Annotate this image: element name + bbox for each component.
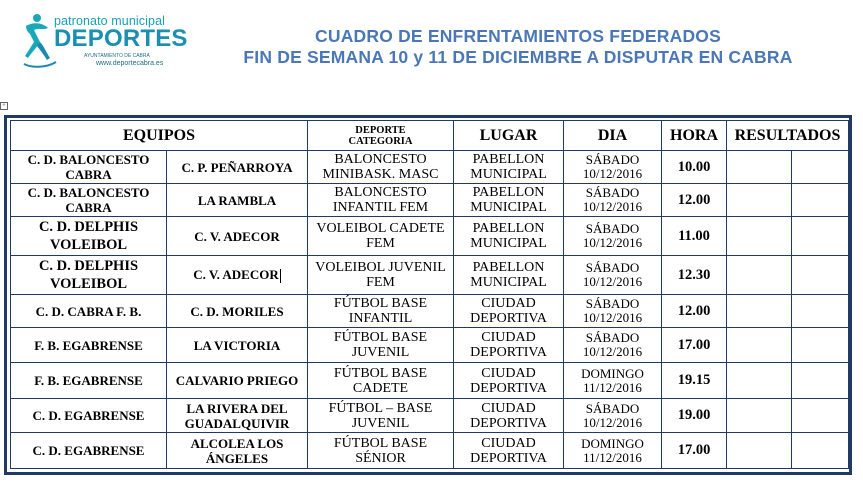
title-line-2: FIN DE SEMANA 10 y 11 DE DICIEMBRE A DISPUTAR EN CABRA — [243, 47, 793, 67]
match-day: SÁBADO 10/12/2016 — [564, 256, 662, 295]
match-hour: 19.00 — [662, 399, 727, 433]
venue: CIUDAD DEPORTIVA — [454, 433, 564, 469]
away-team: ALCOLEA LOS ÁNGELES — [167, 433, 308, 469]
match-hour: 19.15 — [662, 363, 727, 399]
table-row — [11, 399, 849, 433]
schedule-table — [10, 120, 849, 469]
patronato-logo — [22, 12, 188, 72]
match-day: SÁBADO 10/12/2016 — [564, 328, 662, 363]
header-categoria: CATEGORIA — [348, 135, 413, 147]
home-team: F. B. EGABRENSE — [11, 328, 167, 363]
table-row — [11, 217, 849, 256]
match-day: DOMINGO 11/12/2016 — [564, 363, 662, 399]
match-hour: 10.00 — [662, 151, 727, 184]
venue: PABELLON MUNICIPAL — [454, 256, 564, 295]
match-hour: 17.00 — [662, 433, 727, 469]
sport-category: FÚTBOL BASE JUVENIL — [308, 328, 454, 363]
sport-category: FÚTBOL BASE CADETE — [308, 363, 454, 399]
home-team: C. D. BALONCESTO CABRA — [11, 184, 167, 217]
result-home-cell[interactable] — [727, 151, 792, 184]
away-team — [167, 256, 308, 295]
table-row — [11, 151, 849, 184]
sport-category: VOLEIBOL JUVENIL FEM — [308, 256, 454, 295]
table-anchor-handle[interactable]: + — [0, 102, 8, 110]
venue: CIUDAD DEPORTIVA — [454, 295, 564, 328]
sport-category: BALONCESTO MINIBASK. MASC — [308, 151, 454, 184]
sport-category: FÚTBOL BASE INFANTIL — [308, 295, 454, 328]
match-hour: 11.00 — [662, 217, 727, 256]
header-lugar: LUGAR — [454, 121, 564, 151]
home-team: C. D. BALONCESTO CABRA — [11, 151, 167, 184]
match-hour: 12.00 — [662, 184, 727, 217]
home-team: C. D. DELPHIS VOLEIBOL — [11, 256, 167, 295]
away-team: LA RAMBLA — [167, 184, 308, 217]
home-team: C. D. CABRA F. B. — [11, 295, 167, 328]
logo-line-3: AYUNTAMIENTO DE CABRA — [84, 53, 150, 59]
header-dia: DIA — [564, 121, 662, 151]
logo-line-2: DEPORTES — [54, 25, 188, 52]
sport-category: VOLEIBOL CADETE FEM — [308, 217, 454, 256]
match-hour: 12.00 — [662, 295, 727, 328]
header-row — [11, 121, 849, 151]
venue: PABELLON MUNICIPAL — [454, 217, 564, 256]
match-hour: 12.30 — [662, 256, 727, 295]
result-home-cell[interactable] — [727, 328, 792, 363]
match-hour: 17.00 — [662, 328, 727, 363]
result-home-cell[interactable] — [727, 256, 792, 295]
away-team: CALVARIO PRIEGO — [167, 363, 308, 399]
venue: CIUDAD DEPORTIVA — [454, 363, 564, 399]
table-row — [11, 184, 849, 217]
venue: CIUDAD DEPORTIVA — [454, 399, 564, 433]
sport-category: FÚTBOL – BASE JUVENIL — [308, 399, 454, 433]
result-home-cell[interactable] — [727, 184, 792, 217]
result-home-cell[interactable] — [727, 295, 792, 328]
result-away-cell[interactable] — [792, 433, 849, 469]
match-day: SÁBADO 10/12/2016 — [564, 217, 662, 256]
text-cursor — [280, 269, 281, 283]
table-row — [11, 256, 849, 295]
result-away-cell[interactable] — [792, 184, 849, 217]
home-team: C. D. EGABRENSE — [11, 433, 167, 469]
away-team: LA VICTORIA — [167, 328, 308, 363]
result-away-cell[interactable] — [792, 256, 849, 295]
match-day: SÁBADO 10/12/2016 — [564, 184, 662, 217]
away-team: LA RIVERA DEL GUADALQUIVIR — [167, 399, 308, 433]
table-row — [11, 363, 849, 399]
result-home-cell[interactable] — [727, 217, 792, 256]
table-row — [11, 328, 849, 363]
away-team: C. P. PEÑARROYA — [167, 151, 308, 184]
table-row — [11, 433, 849, 469]
logo-line-4: www.deportecabra.es — [96, 60, 164, 67]
result-away-cell[interactable] — [792, 363, 849, 399]
away-team-text: C. V. ADECOR — [193, 266, 279, 282]
header-deporte-categoria — [308, 121, 454, 151]
home-team: C. D. EGABRENSE — [11, 399, 167, 433]
result-away-cell[interactable] — [792, 295, 849, 328]
venue: PABELLON MUNICIPAL — [454, 151, 564, 184]
result-home-cell[interactable] — [727, 363, 792, 399]
page-title — [178, 26, 858, 68]
match-day: SÁBADO 10/12/2016 — [564, 399, 662, 433]
header-hora: HORA — [662, 121, 727, 151]
match-day: SÁBADO 10/12/2016 — [564, 151, 662, 184]
runner-icon — [22, 12, 58, 70]
away-team: C. V. ADECOR — [167, 217, 308, 256]
result-away-cell[interactable] — [792, 151, 849, 184]
sport-category: FÚTBOL BASE SÉNIOR — [308, 433, 454, 469]
result-away-cell[interactable] — [792, 328, 849, 363]
home-team: C. D. DELPHIS VOLEIBOL — [11, 217, 167, 256]
result-home-cell[interactable] — [727, 399, 792, 433]
match-day: SÁBADO 10/12/2016 — [564, 295, 662, 328]
header-deporte: DEPORTE — [355, 124, 406, 136]
result-away-cell[interactable] — [792, 217, 849, 256]
table-row — [11, 295, 849, 328]
logo-line-1: patronato municipal — [54, 14, 165, 28]
result-away-cell[interactable] — [792, 399, 849, 433]
header-equipos: EQUIPOS — [11, 121, 308, 151]
venue: CIUDAD DEPORTIVA — [454, 328, 564, 363]
header-resultados: RESULTADOS — [727, 121, 849, 151]
venue: PABELLON MUNICIPAL — [454, 184, 564, 217]
result-home-cell[interactable] — [727, 433, 792, 469]
match-day: DOMINGO 11/12/2016 — [564, 433, 662, 469]
away-team: C. D. MORILES — [167, 295, 308, 328]
home-team: F. B. EGABRENSE — [11, 363, 167, 399]
title-line-1: CUADRO DE ENFRENTAMIENTOS FEDERADOS — [315, 26, 721, 46]
sport-category: BALONCESTO INFANTIL FEM — [308, 184, 454, 217]
